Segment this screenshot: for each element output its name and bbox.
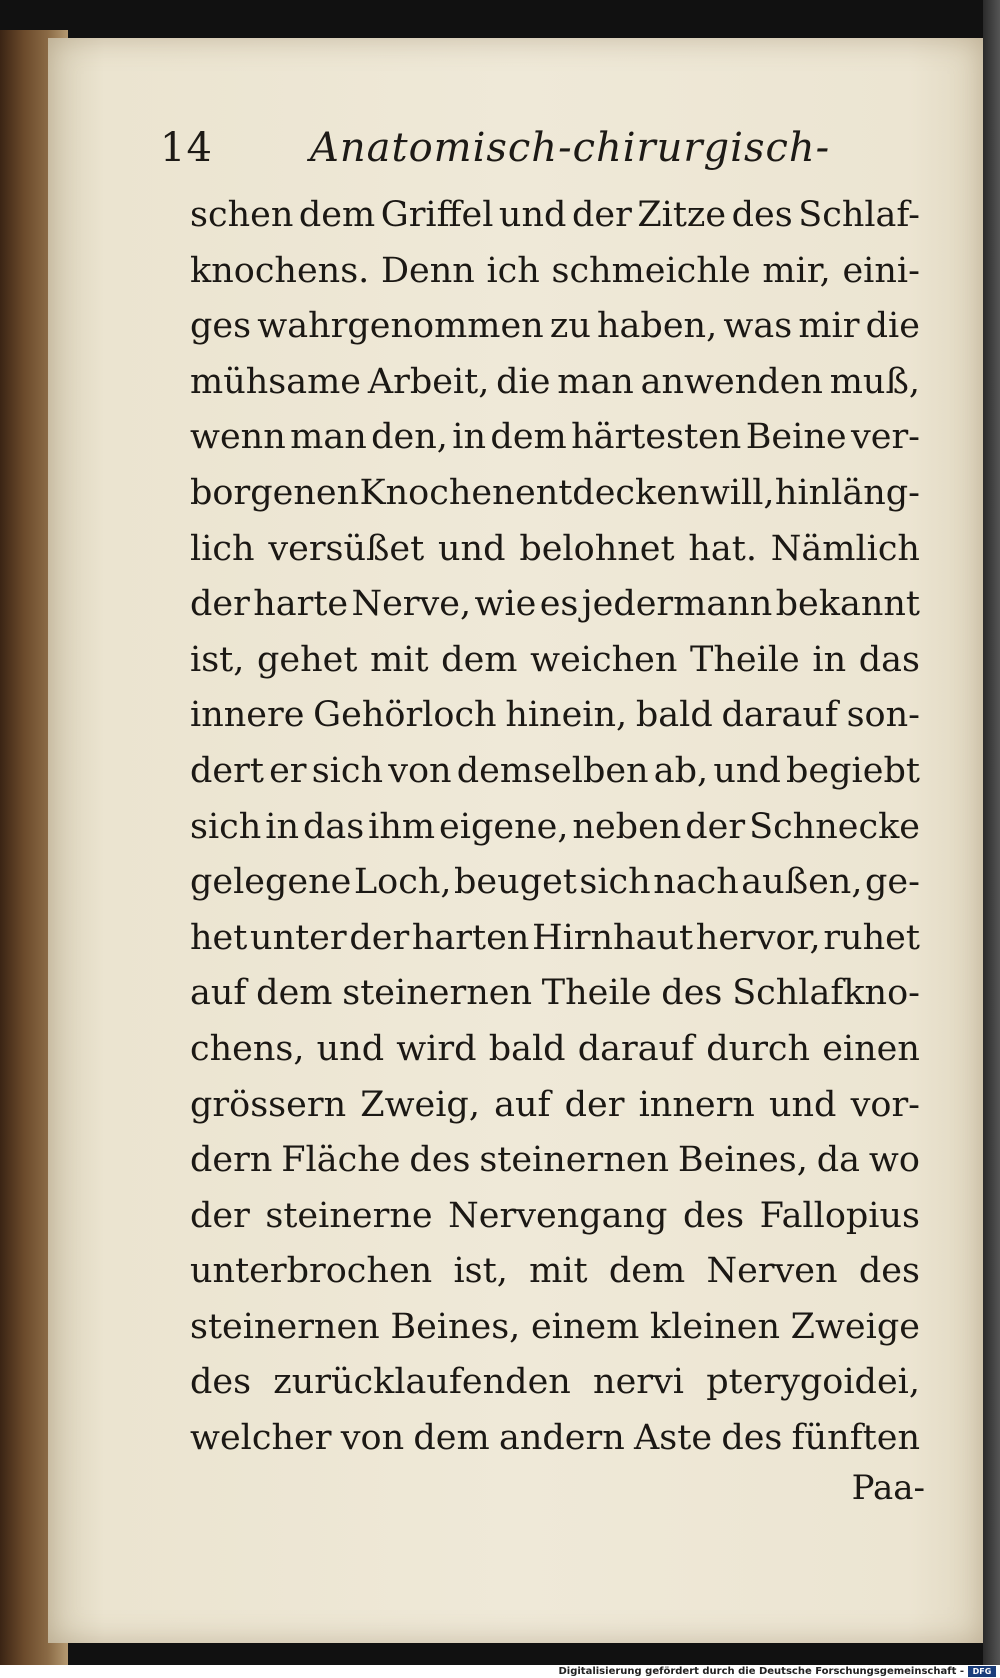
word: ich bbox=[486, 250, 540, 291]
word: Schlafkno- bbox=[732, 973, 920, 1014]
word: durch bbox=[706, 1028, 811, 1069]
word: Hirnhaut bbox=[532, 917, 694, 958]
word: dem bbox=[298, 195, 376, 235]
word: des bbox=[721, 1418, 783, 1459]
word: das bbox=[302, 806, 365, 847]
word: chens, bbox=[190, 1028, 305, 1069]
word: er bbox=[269, 750, 307, 791]
word: borgenen bbox=[190, 472, 360, 513]
word: Nerven bbox=[706, 1251, 838, 1292]
word: mit bbox=[370, 639, 429, 680]
text-line bbox=[190, 188, 920, 244]
word: man bbox=[557, 361, 634, 402]
word: wird bbox=[396, 1028, 477, 1069]
word: Theile bbox=[541, 973, 652, 1014]
word: haben, bbox=[597, 306, 718, 347]
word: welcher bbox=[190, 1418, 332, 1459]
word: Aste bbox=[634, 1418, 713, 1459]
word: weichen bbox=[530, 639, 678, 680]
word: und bbox=[768, 1084, 837, 1125]
word: des bbox=[409, 1140, 471, 1181]
word: anwenden bbox=[640, 361, 823, 402]
word: man bbox=[290, 417, 367, 458]
word: und bbox=[316, 1028, 385, 1069]
word: wo bbox=[868, 1140, 920, 1181]
word: der bbox=[190, 584, 250, 625]
text-line bbox=[190, 855, 920, 911]
word: hervor, bbox=[695, 917, 821, 958]
word: son- bbox=[846, 695, 920, 736]
word: ist, bbox=[453, 1251, 508, 1292]
word: zurücklaufenden bbox=[273, 1362, 571, 1403]
word: pterygoidei, bbox=[706, 1362, 920, 1403]
word: härtesten bbox=[571, 417, 742, 458]
word: ges bbox=[190, 306, 252, 347]
word: einem bbox=[530, 1306, 640, 1347]
word: sich bbox=[311, 750, 384, 791]
word: auf bbox=[190, 973, 247, 1014]
word: zu bbox=[549, 306, 591, 347]
word: hinein, bbox=[505, 695, 628, 736]
word: Beines, bbox=[390, 1306, 521, 1347]
word: wahrgenommen bbox=[257, 306, 544, 347]
word: grössern bbox=[190, 1084, 347, 1125]
word: demselben bbox=[456, 750, 649, 791]
word: es bbox=[539, 584, 579, 625]
word: schmeichle bbox=[551, 250, 751, 291]
word: knochens. bbox=[190, 250, 370, 291]
word: Denn bbox=[380, 250, 475, 291]
word: der bbox=[685, 806, 746, 847]
word: und bbox=[438, 528, 506, 569]
word: harte bbox=[253, 584, 349, 625]
word: Schlaf- bbox=[798, 195, 920, 235]
word: des bbox=[661, 973, 723, 1014]
word: Fallopius bbox=[759, 1195, 920, 1236]
word: der bbox=[571, 195, 632, 235]
text-line bbox=[190, 522, 920, 578]
word: harten bbox=[411, 917, 530, 958]
body-text bbox=[190, 188, 920, 1467]
word: der bbox=[349, 917, 410, 958]
word: begiebt bbox=[786, 750, 920, 791]
word: der bbox=[190, 1195, 250, 1236]
word: steinernen bbox=[190, 1306, 380, 1347]
word: innere bbox=[190, 695, 305, 736]
word: wie bbox=[474, 584, 537, 625]
word: des bbox=[190, 1362, 252, 1403]
word: hat. bbox=[688, 528, 757, 569]
text-line bbox=[190, 299, 920, 355]
word: Loch, bbox=[353, 862, 452, 903]
word: Zweig, bbox=[360, 1084, 480, 1125]
word: die bbox=[865, 306, 920, 347]
word: des bbox=[731, 195, 793, 235]
word: unter bbox=[250, 917, 347, 958]
word: ab, bbox=[653, 750, 709, 791]
text-line bbox=[190, 1244, 920, 1300]
word: schen bbox=[190, 195, 294, 235]
word: innern bbox=[638, 1084, 755, 1125]
word: Nerve, bbox=[351, 584, 472, 625]
page-number: 14 bbox=[160, 125, 213, 171]
text-line bbox=[190, 688, 920, 744]
word: dem bbox=[413, 1418, 490, 1459]
word: Nervengang bbox=[448, 1195, 668, 1236]
word: Griffel bbox=[380, 195, 494, 235]
word: eini- bbox=[842, 250, 920, 291]
word: entdecken bbox=[514, 472, 700, 513]
word: nervi bbox=[593, 1362, 684, 1403]
word: und bbox=[498, 195, 567, 235]
text-line bbox=[190, 911, 920, 967]
word: Theile bbox=[690, 639, 800, 680]
word: einen bbox=[822, 1028, 920, 1069]
scan-border bbox=[983, 0, 1000, 1665]
word: Fläche bbox=[281, 1140, 401, 1181]
word: in bbox=[452, 417, 487, 458]
word: dem bbox=[441, 639, 518, 680]
word: Zweige bbox=[790, 1306, 920, 1347]
text-line bbox=[190, 1189, 920, 1245]
word: bekannt bbox=[775, 584, 920, 625]
word: andern bbox=[498, 1418, 625, 1459]
text-line bbox=[190, 800, 920, 856]
word: mühsame bbox=[190, 361, 362, 402]
word: steinernen bbox=[479, 1140, 670, 1181]
word: auf bbox=[494, 1084, 551, 1125]
word: in bbox=[265, 806, 300, 847]
text-line bbox=[190, 633, 920, 689]
word: außen, bbox=[741, 862, 863, 903]
text-line bbox=[190, 355, 920, 411]
word: von bbox=[340, 1418, 405, 1459]
word: het bbox=[190, 917, 248, 958]
word: ihm bbox=[368, 806, 436, 847]
word: mit bbox=[529, 1251, 588, 1292]
word: von bbox=[388, 750, 452, 791]
word: dert bbox=[190, 750, 264, 791]
word: muß, bbox=[829, 361, 920, 402]
running-head: Anatomisch-chirurgisch- bbox=[310, 125, 831, 171]
word: dem bbox=[490, 417, 567, 458]
word: dern bbox=[190, 1140, 273, 1181]
word: fünften bbox=[791, 1418, 920, 1459]
digitization-footer bbox=[0, 1665, 1000, 1678]
text-line bbox=[190, 577, 920, 633]
word: des bbox=[683, 1195, 745, 1236]
word: versüßet bbox=[268, 528, 425, 569]
word: will, bbox=[699, 472, 775, 513]
word: Schnecke bbox=[749, 806, 920, 847]
text-line bbox=[190, 1133, 920, 1189]
word: da bbox=[816, 1140, 861, 1181]
word: kleinen bbox=[649, 1306, 781, 1347]
word: belohnet bbox=[519, 528, 675, 569]
word: Nämlich bbox=[770, 528, 920, 569]
word: bald bbox=[488, 1028, 566, 1069]
word: lich bbox=[190, 528, 255, 569]
word: Arbeit, bbox=[367, 361, 490, 402]
text-line bbox=[190, 1355, 920, 1411]
word: jedermann bbox=[581, 584, 773, 625]
word: darauf bbox=[577, 1028, 695, 1069]
word: die bbox=[496, 361, 551, 402]
word: ge- bbox=[864, 862, 920, 903]
word: des bbox=[858, 1251, 920, 1292]
word: Zitze bbox=[637, 195, 727, 235]
footer-credit: Digitalisierung gefördert durch die Deutsche Forschungsgemeinschaft - bbox=[558, 1666, 964, 1677]
word: den, bbox=[371, 417, 448, 458]
text-line bbox=[190, 466, 920, 522]
word: wenn bbox=[190, 417, 286, 458]
word: und bbox=[713, 750, 781, 791]
word: sich bbox=[579, 862, 651, 903]
word: dem bbox=[256, 973, 333, 1014]
word: das bbox=[858, 639, 920, 680]
text-line bbox=[190, 966, 920, 1022]
word: der bbox=[564, 1084, 625, 1125]
page-header bbox=[160, 118, 940, 178]
text-line bbox=[190, 1411, 920, 1467]
word: dem bbox=[608, 1251, 686, 1292]
word: Knochen bbox=[359, 472, 515, 513]
text-line bbox=[190, 410, 920, 466]
word: was bbox=[723, 306, 793, 347]
text-line bbox=[190, 1078, 920, 1134]
word: ver- bbox=[850, 417, 920, 458]
word: mir bbox=[798, 306, 860, 347]
word: steinernen bbox=[342, 973, 532, 1014]
word: mir, bbox=[762, 250, 831, 291]
text-line bbox=[190, 1022, 920, 1078]
word: vor- bbox=[850, 1084, 920, 1125]
word: sich bbox=[190, 806, 262, 847]
word: in bbox=[812, 639, 847, 680]
word: Beine bbox=[745, 417, 847, 458]
word: ruhet bbox=[823, 917, 920, 958]
word: hinläng- bbox=[774, 472, 920, 513]
word: darauf bbox=[721, 695, 838, 736]
word: Gehörloch bbox=[313, 695, 497, 736]
word: eigene, bbox=[439, 806, 569, 847]
word: steinerne bbox=[265, 1195, 433, 1236]
word: unterbrochen bbox=[190, 1251, 433, 1292]
word: Beines, bbox=[677, 1140, 808, 1181]
word: gehet bbox=[257, 639, 358, 680]
text-line bbox=[190, 744, 920, 800]
catchword: Paa- bbox=[851, 1468, 925, 1508]
word: gelegene bbox=[190, 862, 352, 903]
word: neben bbox=[572, 806, 682, 847]
text-line bbox=[190, 244, 920, 300]
dfg-logo-icon: DFG bbox=[968, 1666, 996, 1677]
word: ist, bbox=[190, 639, 245, 680]
word: nach bbox=[653, 862, 739, 903]
word: bald bbox=[635, 695, 713, 736]
text-line bbox=[190, 1300, 920, 1356]
word: beuget bbox=[454, 862, 577, 903]
